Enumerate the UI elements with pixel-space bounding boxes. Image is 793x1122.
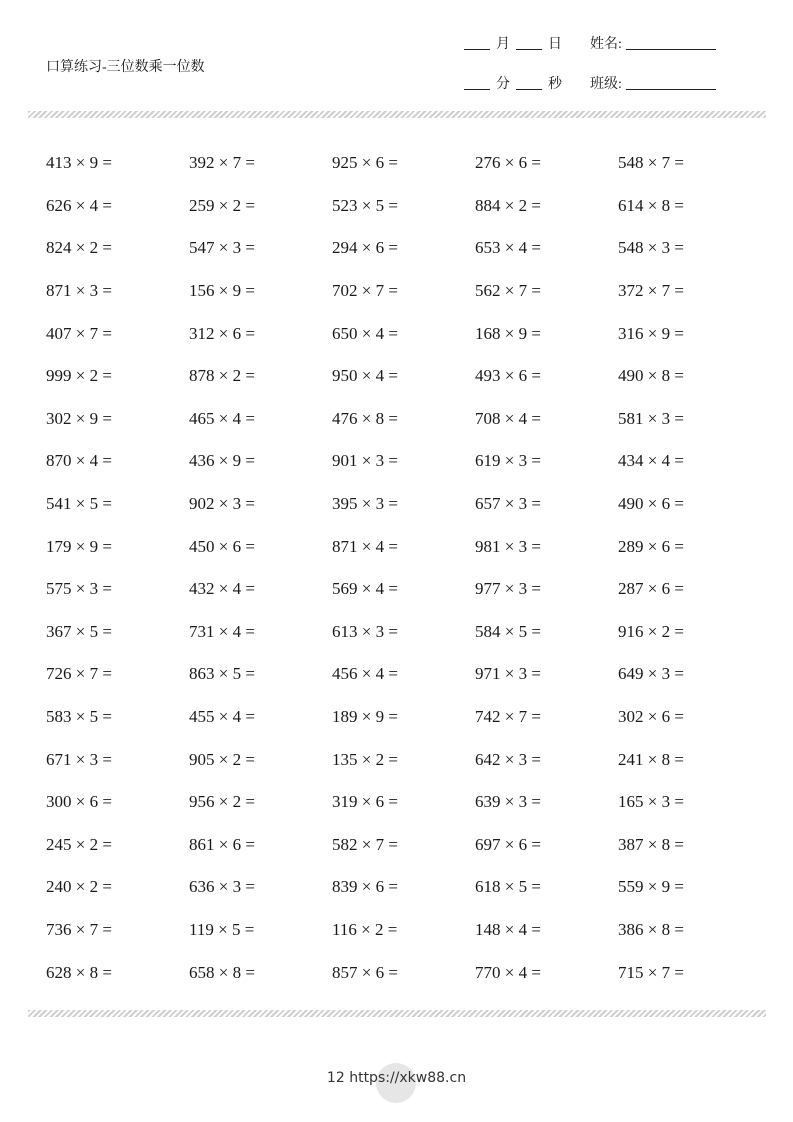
problem-item: 999 × 2 =: [46, 366, 112, 386]
problem-item: 613 × 3 =: [332, 621, 398, 641]
problem-item: 653 × 4 =: [475, 238, 541, 258]
problem-item: 289 × 6 =: [618, 536, 684, 556]
problem-row: [46, 568, 766, 611]
problem-item: 562 × 7 =: [475, 281, 541, 301]
name-blank[interactable]: [626, 37, 716, 50]
problem-item: 905 × 2 =: [189, 749, 255, 769]
problem-item: 156 × 9 =: [189, 281, 255, 301]
problem-item: 476 × 8 =: [332, 408, 398, 428]
problem-item: 618 × 5 =: [475, 877, 541, 897]
problem-item: 135 × 2 =: [332, 749, 398, 769]
problem-item: 165 × 3 =: [618, 792, 684, 812]
problem-item: 971 × 3 =: [475, 664, 541, 684]
problem-row: [46, 525, 766, 568]
problem-item: 387 × 8 =: [618, 834, 684, 854]
problem-item: 523 × 5 =: [332, 195, 398, 215]
problem-item: 407 × 7 =: [46, 323, 112, 343]
problem-row: [46, 696, 766, 739]
problem-row: [46, 909, 766, 952]
problem-item: 287 × 6 =: [618, 579, 684, 599]
problem-item: 319 × 6 =: [332, 792, 398, 812]
problem-row: [46, 398, 766, 441]
problem-item: 241 × 8 =: [618, 749, 684, 769]
problem-row: [46, 312, 766, 355]
problem-item: 657 × 3 =: [475, 494, 541, 514]
problem-item: 559 × 9 =: [618, 877, 684, 897]
problem-item: 861 × 6 =: [189, 834, 255, 854]
problem-item: 582 × 7 =: [332, 834, 398, 854]
problem-item: 367 × 5 =: [46, 621, 112, 641]
problem-item: 870 × 4 =: [46, 451, 112, 471]
problem-item: 179 × 9 =: [46, 536, 112, 556]
problem-item: 642 × 3 =: [475, 749, 541, 769]
problem-item: 977 × 3 =: [475, 579, 541, 599]
bottom-divider: [28, 1010, 766, 1017]
problem-item: 386 × 8 =: [618, 919, 684, 939]
problem-row: [46, 270, 766, 313]
problem-item: 950 × 4 =: [332, 366, 398, 386]
problem-item: 456 × 4 =: [332, 664, 398, 684]
problem-row: [46, 142, 766, 185]
name-field: [590, 33, 716, 53]
problem-item: 548 × 7 =: [618, 153, 684, 173]
problem-item: 731 × 4 =: [189, 621, 255, 641]
second-blank[interactable]: [516, 77, 542, 90]
problem-item: 575 × 3 =: [46, 579, 112, 599]
problem-item: 619 × 3 =: [475, 451, 541, 471]
problem-item: 490 × 6 =: [618, 494, 684, 514]
problem-item: 839 × 6 =: [332, 877, 398, 897]
problem-item: 548 × 3 =: [618, 238, 684, 258]
worksheet-title: 口算练习-三位数乘一位数: [46, 60, 205, 75]
name-label: 姓名:: [590, 37, 622, 52]
problem-item: 294 × 6 =: [332, 238, 398, 258]
problem-item: 465 × 4 =: [189, 408, 255, 428]
time-field: [464, 73, 562, 93]
problem-item: 450 × 6 =: [189, 536, 255, 556]
problem-item: 547 × 3 =: [189, 238, 255, 258]
class-blank[interactable]: [626, 77, 716, 90]
problem-item: 436 × 9 =: [189, 451, 255, 471]
top-divider: [28, 111, 766, 118]
second-label: 秒: [548, 77, 562, 92]
problem-item: 901 × 3 =: [332, 451, 398, 471]
problem-item: 395 × 3 =: [332, 494, 398, 514]
footer-url[interactable]: https://xkw88.cn: [349, 1070, 467, 1086]
problem-row: [46, 781, 766, 824]
problem-grid: [46, 142, 766, 994]
problem-item: 490 × 8 =: [618, 366, 684, 386]
problem-row: [46, 185, 766, 228]
problem-item: 581 × 3 =: [618, 408, 684, 428]
problem-item: 316 × 9 =: [618, 323, 684, 343]
problem-row: [46, 951, 766, 994]
problem-item: 925 × 6 =: [332, 153, 398, 173]
problem-item: 493 × 6 =: [475, 366, 541, 386]
problem-item: 824 × 2 =: [46, 238, 112, 258]
problem-item: 148 × 4 =: [475, 919, 541, 939]
problem-item: 708 × 4 =: [475, 408, 541, 428]
problem-item: 639 × 3 =: [475, 792, 541, 812]
problem-item: 658 × 8 =: [189, 962, 255, 982]
problem-item: 902 × 3 =: [189, 494, 255, 514]
problem-item: 569 × 4 =: [332, 579, 398, 599]
problem-item: 736 × 7 =: [46, 919, 112, 939]
problem-item: 614 × 8 =: [618, 195, 684, 215]
class-label: 班级:: [590, 77, 622, 92]
problem-item: 372 × 7 =: [618, 281, 684, 301]
problem-row: [46, 611, 766, 654]
problem-item: 715 × 7 =: [618, 962, 684, 982]
problem-row: [46, 824, 766, 867]
day-label: 日: [548, 37, 562, 52]
problem-item: 276 × 6 =: [475, 153, 541, 173]
problem-item: 884 × 2 =: [475, 195, 541, 215]
problem-item: 189 × 9 =: [332, 707, 398, 727]
month-blank[interactable]: [464, 37, 490, 50]
problem-item: 245 × 2 =: [46, 834, 112, 854]
problem-item: 649 × 3 =: [618, 664, 684, 684]
problem-item: 871 × 3 =: [46, 281, 112, 301]
problem-row: [46, 440, 766, 483]
minute-blank[interactable]: [464, 77, 490, 90]
problem-row: [46, 355, 766, 398]
problem-item: 312 × 6 =: [189, 323, 255, 343]
class-field: [590, 73, 716, 93]
problem-item: 650 × 4 =: [332, 323, 398, 343]
problem-row: [46, 738, 766, 781]
problem-item: 584 × 5 =: [475, 621, 541, 641]
date-field: [464, 33, 562, 53]
problem-item: 455 × 4 =: [189, 707, 255, 727]
problem-item: 432 × 4 =: [189, 579, 255, 599]
problem-row: [46, 227, 766, 270]
problem-item: 259 × 2 =: [189, 195, 255, 215]
problem-item: 878 × 2 =: [189, 366, 255, 386]
problem-item: 636 × 3 =: [189, 877, 255, 897]
problem-item: 541 × 5 =: [46, 494, 112, 514]
problem-item: 742 × 7 =: [475, 707, 541, 727]
problem-item: 671 × 3 =: [46, 749, 112, 769]
problem-item: 628 × 8 =: [46, 962, 112, 982]
problem-item: 871 × 4 =: [332, 536, 398, 556]
problem-item: 857 × 6 =: [332, 962, 398, 982]
problem-item: 863 × 5 =: [189, 664, 255, 684]
problem-item: 240 × 2 =: [46, 877, 112, 897]
minute-label: 分: [496, 77, 510, 92]
problem-item: 302 × 9 =: [46, 408, 112, 428]
problem-item: 168 × 9 =: [475, 323, 541, 343]
month-label: 月: [496, 37, 510, 52]
problem-item: 981 × 3 =: [475, 536, 541, 556]
problem-item: 583 × 5 =: [46, 707, 112, 727]
problem-item: 413 × 9 =: [46, 153, 112, 173]
problem-item: 302 × 6 =: [618, 707, 684, 727]
problem-item: 300 × 6 =: [46, 792, 112, 812]
problem-item: 702 × 7 =: [332, 281, 398, 301]
problem-item: 116 × 2 =: [332, 919, 398, 939]
problem-row: [46, 653, 766, 696]
problem-row: [46, 483, 766, 526]
footer: [0, 1070, 793, 1086]
problem-item: 119 × 5 =: [189, 919, 255, 939]
problem-item: 956 × 2 =: [189, 792, 255, 812]
problem-item: 434 × 4 =: [618, 451, 684, 471]
day-blank[interactable]: [516, 37, 542, 50]
page-number: 12: [326, 1070, 345, 1086]
problem-item: 770 × 4 =: [475, 962, 541, 982]
problem-row: [46, 866, 766, 909]
problem-item: 392 × 7 =: [189, 153, 255, 173]
problem-item: 626 × 4 =: [46, 195, 112, 215]
problem-item: 726 × 7 =: [46, 664, 112, 684]
problem-item: 697 × 6 =: [475, 834, 541, 854]
problem-item: 916 × 2 =: [618, 621, 684, 641]
